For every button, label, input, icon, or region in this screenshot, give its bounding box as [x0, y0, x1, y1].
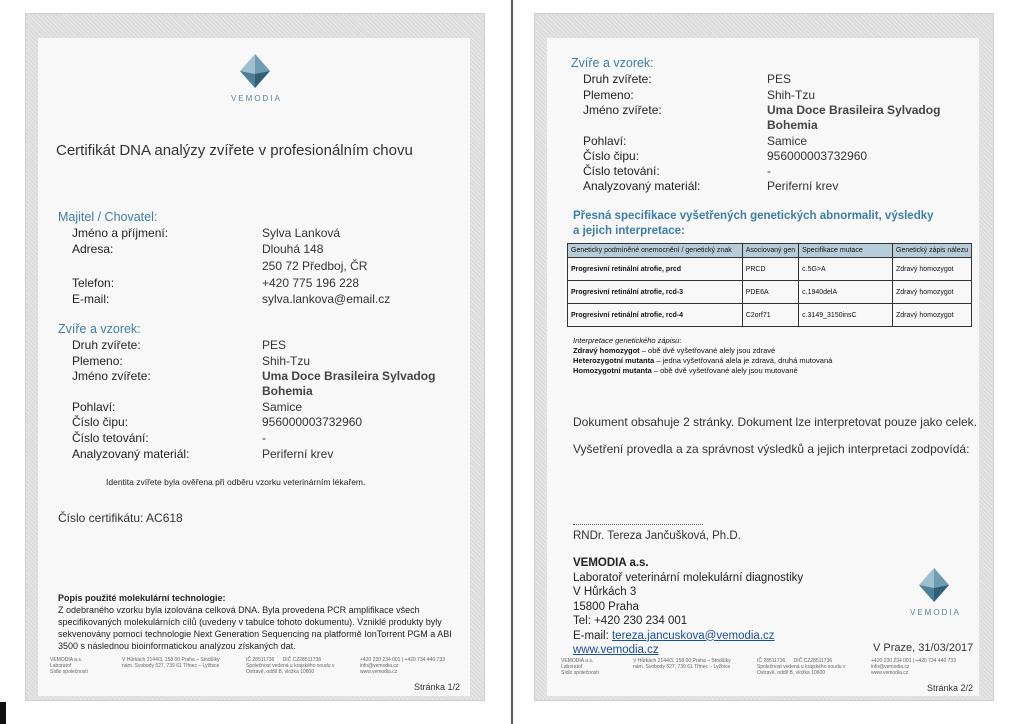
animal-name-value-2: Bohemia: [767, 118, 818, 132]
owner-address-label: Adresa:: [72, 242, 114, 256]
corner-mark: [0, 702, 6, 724]
cell-result: Zdravý homozygot: [893, 304, 972, 327]
company-line-2: V Hůrkách 3: [573, 586, 637, 598]
company-web-link[interactable]: www.vemodia.cz: [573, 644, 659, 656]
company-phone: Tel: +420 230 234 001: [573, 615, 688, 627]
breed-label: Plemeno:: [583, 88, 634, 102]
sheet-page-1: [26, 14, 484, 700]
company-line-1: Laboratoř veterinární molekulární diagnostiky: [573, 571, 804, 584]
animal-heading: Zvíře a vzorek:: [571, 56, 654, 70]
signature-line: [573, 524, 703, 525]
chip-label: Číslo čipu:: [583, 149, 640, 163]
owner-phone-value: +420 775 196 228: [262, 276, 360, 290]
tattoo-label: Číslo tetování:: [72, 431, 149, 445]
breed-label: Plemeno:: [72, 354, 123, 368]
company-name: VEMODIA a.s.: [573, 557, 649, 569]
document-page-2: [547, 38, 979, 696]
company-email-row: E-mail: tereza.jancuskova@vemodia.cz: [573, 629, 775, 642]
footer-company: VEMODIA a.s. Laboratoř Sídlo společnosti: [561, 658, 599, 676]
col-header-disease: Geneticky podmíněné onemocnění / genetický znak: [568, 244, 743, 258]
animal-name-label: Jméno zvířete:: [583, 103, 662, 117]
page-number: Stránka 2/2: [927, 683, 974, 693]
breed-value: Shih-Tzu: [262, 354, 311, 368]
chip-label: Číslo čipu:: [72, 415, 129, 429]
chip-value: 956000003732960: [262, 415, 363, 429]
sex-label: Pohlaví:: [583, 134, 627, 148]
owner-address-line2: 250 72 Předboj, ČR: [262, 259, 368, 273]
cell-result: Zdravý homozygot: [893, 258, 972, 281]
animal-name-value-1: Uma Doce Brasileira Sylvadog: [767, 103, 941, 117]
cell-result: Zdravý homozygot: [893, 281, 972, 304]
genetic-results-table: [567, 243, 972, 327]
sex-value: Samice: [262, 400, 303, 414]
table-row: [568, 281, 972, 304]
certificate-number: Číslo certifikátu: AC618: [58, 511, 183, 525]
col-header-mutation: Specifikace mutace: [799, 244, 893, 258]
cell-disease: Progresivní retinální atrofie, prcd: [568, 258, 743, 281]
footer-company: VEMODIA a.s. Laboratoř Sídlo společnosti: [50, 657, 88, 675]
company-email-link[interactable]: tereza.jancuskova@vemodia.cz: [611, 629, 775, 642]
footer-contact: +420 230 234 001 | +420 734 440 733 info@vemodia.cz www.vemodia.cz: [360, 657, 445, 675]
species-label: Druh zvířete:: [72, 338, 141, 352]
species-value: PES: [262, 338, 287, 352]
responsibility-note: Vyšetření provedla a za správnost výsledků a jejich interpretaci zodpovídá:: [573, 442, 970, 456]
material-value: Periferní krev: [767, 179, 839, 193]
chip-value: 956000003732960: [767, 149, 868, 163]
technology-text: Z odebraného vzorku byla izolována celková DNA. Byla provedena PCR amplifikace všech specifikovaných molekulárních cílů (uvedeny v tabulce tohoto dokumentu). Vzniklé produkty byly sekvenovány pomocí technologie Next Generation Sequencing na platformě IonTorrent PGM a ABI 3500 s následnou bioinformatickou analýzou získaných dat.: [58, 605, 452, 651]
document-note: Dokument obsahuje 2 stránky. Dokument lze interpretovat pouze jako celek.: [573, 415, 977, 429]
owner-heading: Majitel / Chovatel:: [58, 210, 158, 224]
sheet-page-2: [535, 14, 993, 700]
footer-address: V Hůrkách 2144/3, 158 00 Praha – Stodůlky nám. Svobody 527, 739 61 Třinec – Lyžbice: [122, 657, 220, 669]
footer-address: V Hůrkách 2144/3, 158 00 Praha – Stodůlky nám. Svobody 527, 739 61 Třinec – Lyžbice: [633, 658, 731, 670]
interpretation-title: Interpretace genetického zápisu:: [573, 336, 682, 345]
vemodia-logo-icon: [919, 568, 949, 602]
sex-value: Samice: [767, 134, 808, 148]
material-label: Analyzovaný materiál:: [72, 447, 190, 461]
technology-description: [58, 592, 468, 652]
col-header-result: Genetický zápis nálezu: [893, 244, 972, 258]
footer-registration: IČ 28511736 DIČ CZ28511736 Společnost vedená u krajského soudu v Ostravě, oddíl B, vložka 10600: [246, 657, 335, 675]
sex-label: Pohlaví:: [72, 400, 116, 414]
cell-gene: PDE6A: [742, 281, 798, 304]
certificate-title: Certifikát DNA analýzy zvířete v profesionálním chovu: [56, 142, 413, 159]
tattoo-value: -: [262, 431, 266, 445]
spec-heading-line-1: Přesná specifikace vyšetřených genetických abnormalit, výsledky: [573, 210, 934, 222]
spec-heading-line-2: a jejich interpretace:: [573, 225, 685, 237]
owner-name-value: Sylva Lanková: [262, 226, 341, 240]
identity-note: Identita zvířete byla ověřena při odběru vzorku veterinárním lékařem.: [106, 477, 366, 487]
animal-heading: Zvíře a vzorek:: [58, 322, 141, 336]
owner-email-value: sylva.lankova@email.cz: [262, 292, 391, 306]
material-value: Periferní krev: [262, 447, 334, 461]
species-value: PES: [767, 72, 792, 86]
animal-name-label: Jméno zvířete:: [72, 369, 151, 383]
table-row: [568, 258, 972, 281]
footer-page-1: [50, 657, 462, 679]
animal-name-value-1: Uma Doce Brasileira Sylvadog: [262, 369, 436, 383]
owner-name-label: Jméno a příjmení:: [72, 226, 169, 240]
owner-email-label: E-mail:: [72, 292, 110, 306]
table-row: [568, 304, 972, 327]
tattoo-label: Číslo tetování:: [583, 164, 660, 178]
interpretation-legend: [573, 336, 832, 376]
footer-registration: IČ 28511736 DIČ CZ28511736 Společnost vedená u krajského soudu v Ostravě, oddíl B, vložka 10600: [757, 658, 846, 676]
owner-address-line1: Dlouhá 148: [262, 242, 324, 256]
col-header-gene: Asociovaný gen: [742, 244, 798, 258]
company-contact: [573, 556, 803, 658]
logo-text: VEMODIA: [231, 94, 282, 103]
footer-contact: +420 230 234 001 | +420 734 440 733 info@vemodia.cz www.vemodia.cz: [871, 658, 956, 676]
interpretation-line-3: Homozygotní mutanta – obě dvě vyšetřované alely jsou mutované: [573, 366, 798, 375]
page-number: Stránka 1/2: [414, 682, 461, 692]
table-header-row: [568, 244, 972, 258]
cell-mutation: c.5G>A: [799, 258, 893, 281]
cell-gene: C2orf71: [742, 304, 798, 327]
tattoo-value: -: [767, 164, 771, 178]
cell-disease: Progresivní retinální atrofie, rcd-3: [568, 281, 743, 304]
technology-heading: Popis použité molekulární technologie:: [58, 593, 226, 603]
animal-name-value-2: Bohemia: [262, 384, 313, 398]
footer-page-2: [561, 658, 973, 680]
cell-disease: Progresivní retinální atrofie, rcd-4: [568, 304, 743, 327]
place-date: V Praze, 31/03/2017: [873, 642, 974, 654]
company-line-3: 15800 Praha: [573, 600, 639, 613]
species-label: Druh zvířete:: [583, 72, 652, 86]
breed-value: Shih-Tzu: [767, 88, 816, 102]
interpretation-line-1: Zdravý homozygot – obě dvě vyšetřované alely jsou zdravé: [573, 346, 776, 355]
logo-text: VEMODIA: [910, 608, 961, 617]
interpretation-line-2: Heterozygotní mutanta – jedna vyšetřovaná alela je zdravá, druhá mutovaná: [573, 356, 833, 365]
document-page-1: [38, 38, 470, 696]
page-divider: [511, 0, 513, 724]
material-label: Analyzovaný materiál:: [583, 179, 701, 193]
owner-phone-label: Telefon:: [72, 276, 115, 290]
signatory-name: RNDr. Tereza Jančušková, Ph.D.: [573, 530, 741, 542]
cell-gene: PRCD: [742, 258, 798, 281]
cell-mutation: c.1940delA: [799, 281, 893, 304]
cell-mutation: c.3149_3150insC: [799, 304, 893, 327]
vemodia-logo-icon: [240, 54, 270, 88]
